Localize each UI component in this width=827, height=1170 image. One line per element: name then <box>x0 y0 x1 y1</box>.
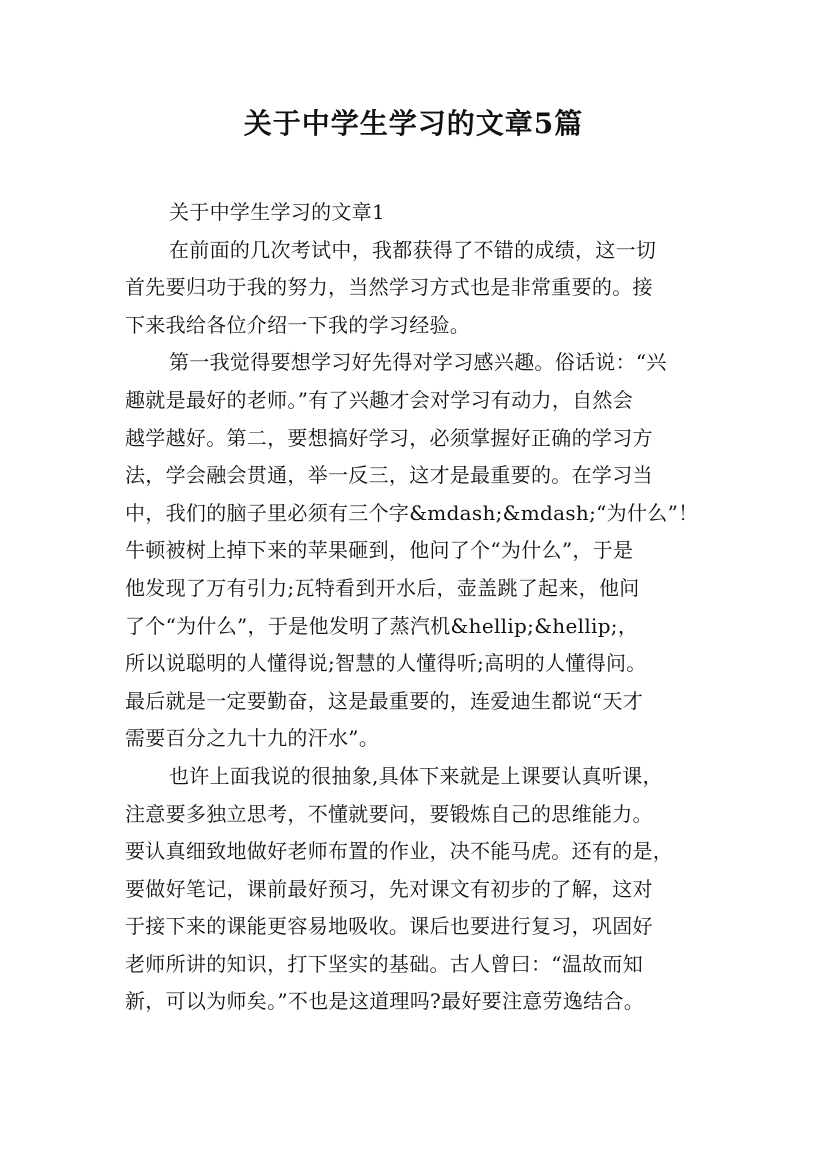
paragraph-line: 了个“为什么”，于是他发明了蒸汽机&hellip;&hellip;， <box>125 613 639 638</box>
paragraph-line: 中，我们的脑子里必须有三个字&mdash;&mdash;“为什么”！ <box>125 500 699 525</box>
section-heading: 关于中学生学习的文章1 <box>169 200 386 224</box>
paragraph-line: 牛顿被树上掉下来的苹果砸到，他问了个“为什么”，于是 <box>125 538 634 563</box>
paragraph-line: 第一我觉得要想学习好先得对学习感兴趣。俗话说：“兴 <box>169 350 667 375</box>
paragraph-line: 要认真细致地做好老师布置的作业，决不能马虎。还有的是， <box>125 839 674 864</box>
paragraph-line: 在前面的几次考试中，我都获得了不错的成绩，这一切 <box>169 237 657 262</box>
document-body <box>125 194 715 1021</box>
paragraph-line: 新，可以为师矣。”不也是这道理吗?最好要注意劳逸结合。 <box>125 989 645 1014</box>
document-title: 关于中学生学习的文章5篇 <box>243 107 584 140</box>
paragraph-line: 他发现了万有引力;瓦特看到开水后，壶盖跳了起来，他问 <box>125 575 640 600</box>
paragraph-line: 于接下来的课能更容易地吸收。课后也要进行复习，巩固好 <box>125 914 653 939</box>
paragraph-line: 要做好笔记，课前最好预习，先对课文有初步的了解，这对 <box>125 876 653 901</box>
paragraph-line: 需要百分之九十九的汗水”。 <box>125 726 380 751</box>
paragraph-line: 首先要归功于我的努力，当然学习方式也是非常重要的。接 <box>125 275 653 300</box>
paragraph-line: 最后就是一定要勤奋，这是最重要的，连爱迪生都说“天才 <box>125 688 644 713</box>
paragraph-line: 越学越好。第二，要想搞好学习，必须掌握好正确的学习方 <box>125 425 653 450</box>
paragraph-line: 注意要多独立思考，不懂就要问，要锻炼自己的思维能力。 <box>125 801 653 826</box>
paragraph-line: 也许上面我说的很抽象,具体下来就是上课要认真听课， <box>169 763 663 788</box>
paragraph-line: 所以说聪明的人懂得说;智慧的人懂得听;高明的人懂得问。 <box>125 651 647 676</box>
paragraph-line: 法，学会融会贯通，举一反三，这才是最重要的。在学习当 <box>125 463 653 488</box>
paragraph-line: 老师所讲的知识，打下坚实的基础。古人曾曰：“温故而知 <box>125 951 644 976</box>
paragraph-line: 下来我给各位介绍一下我的学习经验。 <box>125 312 471 337</box>
paragraph-line: 趣就是最好的老师。”有了兴趣才会对学习有动力，自然会 <box>125 387 634 412</box>
